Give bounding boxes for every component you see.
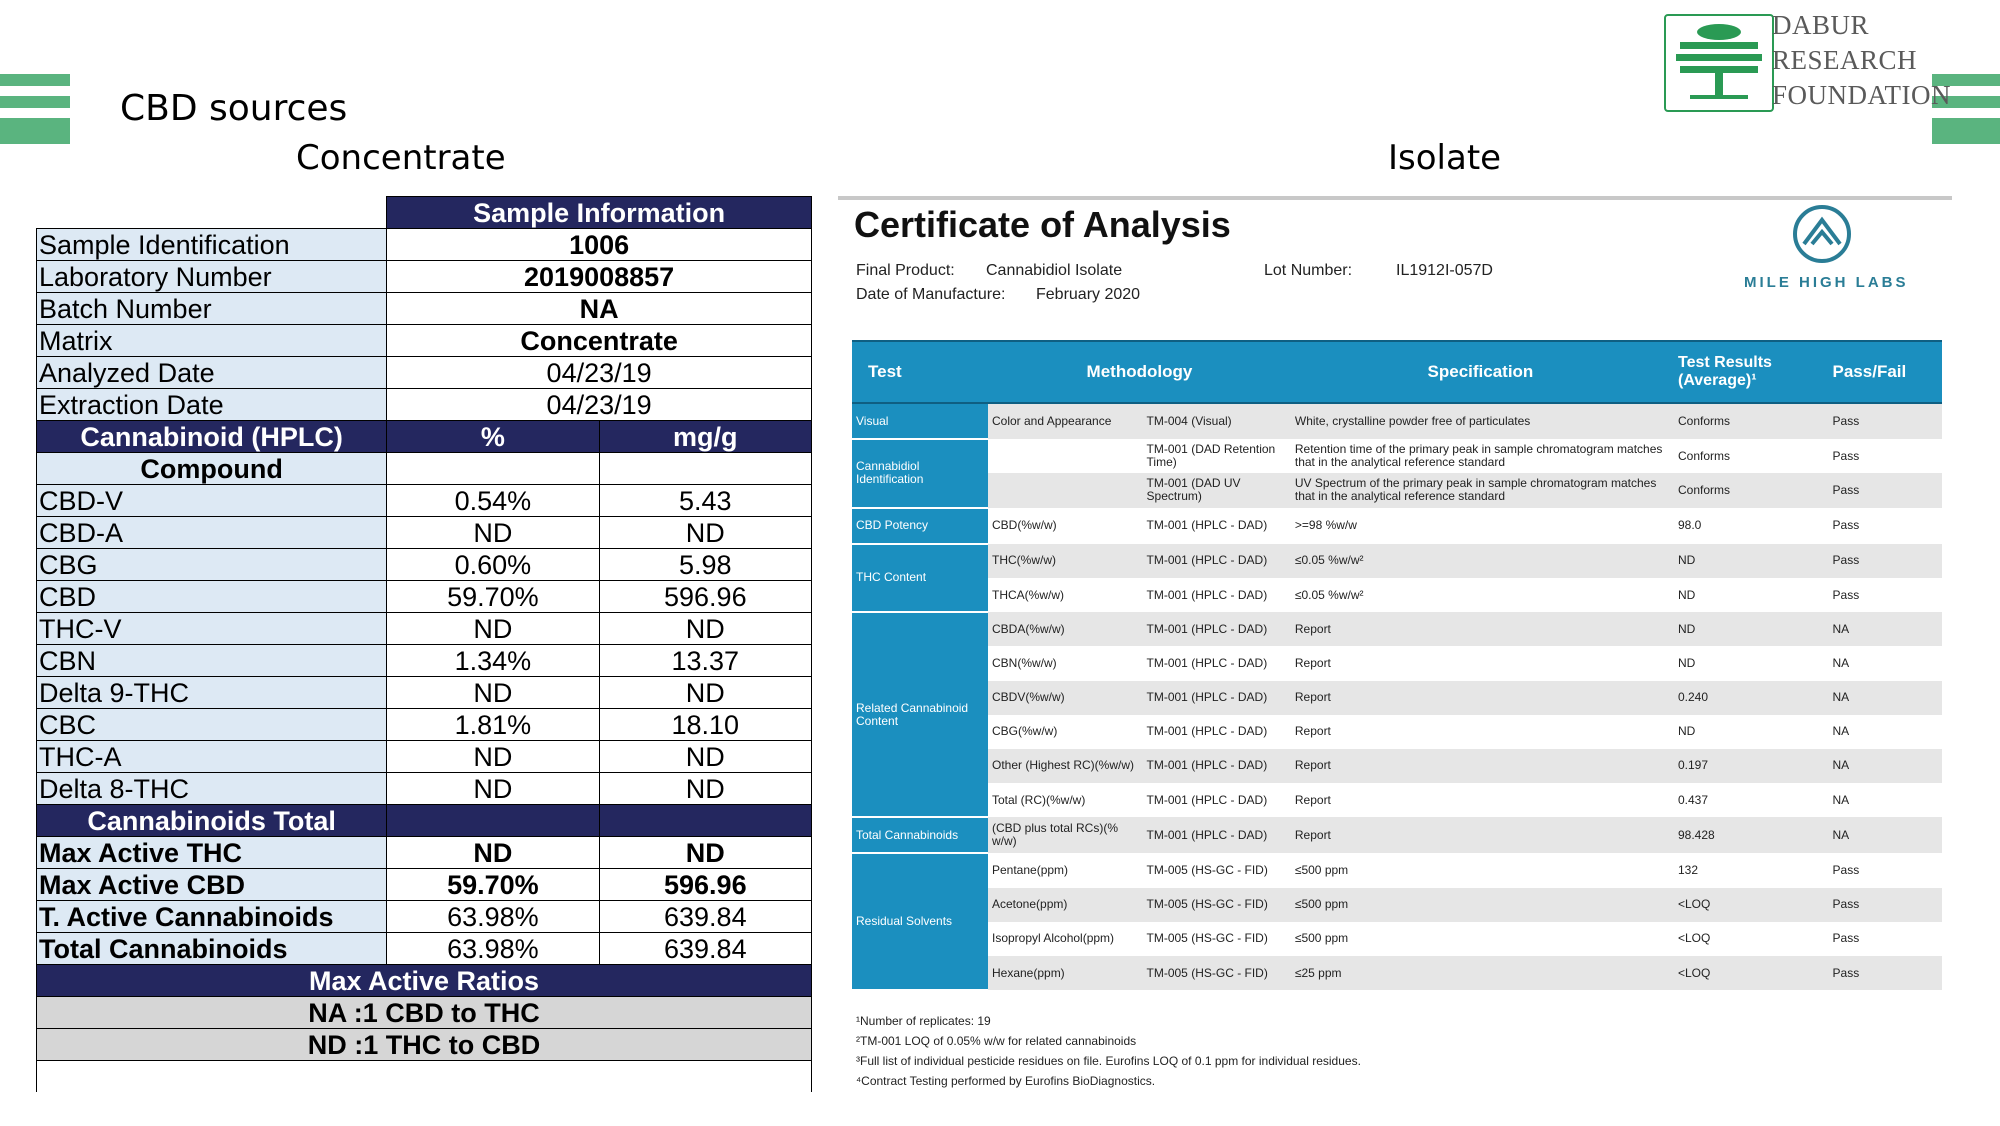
sample-info-row [37,325,812,357]
sample-info-row [37,293,812,325]
sample-info-row [37,357,812,389]
compound-percent: 1.34% [387,645,599,677]
dabur-logo [1664,14,1774,112]
pass-fail: NA [1832,655,1850,670]
percent-column-header: % [387,421,599,453]
compound-mg-per-g: ND [599,773,811,805]
test-category: Visual [852,403,988,439]
coa-row [852,473,1942,507]
test-result: 98.0 [1677,518,1702,533]
ratio-row [37,1029,812,1061]
pass-fail: Pass [1825,473,1942,507]
compound-row [37,517,812,549]
method-code: TM-001 (HPLC - DAD) [1143,544,1291,578]
cannabinoid-header-row [37,421,812,453]
brand-line-1: DABUR [1772,10,1870,40]
pass-fail: Pass [1832,863,1860,878]
compound-percent: 0.54% [387,485,599,517]
test-result: Conforms [1670,473,1825,507]
compound-row [37,709,812,741]
method-code: TM-001 (HPLC - DAD) [1143,612,1291,646]
compound-mg-per-g: 5.43 [599,485,811,517]
sample-info-header-row [37,197,812,229]
compound-mg-per-g: ND [599,741,811,773]
test-result: <LOQ [1677,931,1711,946]
method-code: TM-001 (HPLC - DAD) [1146,655,1268,670]
method-analyte: THC(%w/w) [988,544,1143,578]
specification: Retention time of the primary peak in sample chromatogram matches that in the analytical reference standard [1294,442,1663,470]
lot-number-label: Lot Number: [1264,262,1353,279]
sample-info-header: Sample Information [387,197,812,229]
info-value: NA [387,293,812,325]
compound-mg-per-g: ND [599,517,811,549]
footnote: ²TM-001 LOQ of 0.05% w/w for related cannabinoids [856,1034,1137,1048]
total-percent: 63.98% [387,901,599,933]
pass-fail: NA [1825,749,1942,783]
compound-percent: ND [387,613,599,645]
left-accent-bar-1 [0,74,70,86]
test-result: <LOQ [1670,888,1825,922]
info-label: Batch Number [37,293,387,325]
method-code: TM-001 (HPLC - DAD) [1143,817,1291,853]
right-accent-bar-3 [1932,118,2000,144]
manufacture-date-value: February 2020 [1036,286,1141,303]
isolate-heading: Isolate [1388,138,1502,178]
pass-fail: Pass [1825,888,1942,922]
method-code: TM-005 (HS-GC - FID) [1143,888,1291,922]
compound-percent: 1.81% [387,709,599,741]
method-code: TM-005 (HS-GC - FID) [1143,956,1291,990]
compound-name: CBG [37,549,387,581]
test-result: ND [1677,587,1696,602]
compound-row [37,741,812,773]
info-label: Analyzed Date [37,357,387,389]
specification: ≤500 ppm [1294,863,1349,878]
compound-percent: 0.60% [387,549,599,581]
specification: Report [1294,724,1331,739]
manufacture-date-label: Date of Manufacture: [856,286,1006,303]
method-code: TM-005 (HS-GC - FID) [1146,863,1268,878]
concentrate-table [36,196,812,1092]
test-result: 0.197 [1670,749,1825,783]
info-label: Matrix [37,325,387,357]
coa-row [852,544,1942,578]
method-code: TM-005 (HS-GC - FID) [1146,931,1268,946]
footnote: ¹Number of replicates: 19 [856,1014,991,1028]
empty-cell [599,453,811,485]
coa-row [852,888,1942,922]
method-analyte [988,473,1143,507]
compound-percent: ND [387,741,599,773]
dabur-wordmark [1772,8,1951,113]
compound-name: Delta 8-THC [37,773,387,805]
info-label: Laboratory Number [37,261,387,293]
method-analyte: CBDV(%w/w) [988,681,1143,715]
total-name: Max Active THC [37,837,387,869]
coa-top-rule [838,196,1952,200]
coa-row [852,922,1942,956]
method-code: TM-001 (DAD Retention Time) [1146,442,1276,470]
totals-row [37,901,812,933]
brand-line-3: FOUNDATION [1772,80,1951,110]
method-analyte: Other (Highest RC)(%w/w) [988,749,1143,783]
specification: ≤25 ppm [1291,956,1670,990]
compound-name: CBD [37,581,387,613]
compound-row [37,677,812,709]
footnote: ⁴Contract Testing performed by Eurofins BioDiagnostics. [856,1074,1156,1088]
compound-percent: ND [387,773,599,805]
total-mg-per-g: ND [599,837,811,869]
method-code: TM-001 (HPLC - DAD) [1146,518,1268,533]
slide-title: CBD sources [120,88,348,129]
pass-fail: Pass [1832,587,1860,602]
cannabinoid-header-label: Cannabinoid (HPLC) [37,421,387,453]
specification: Report [1291,749,1670,783]
specification: ≤0.05 %w/w² [1291,544,1670,578]
test-category: THC Content [852,544,988,612]
method-analyte [988,439,1143,473]
method-code: TM-001 (HPLC - DAD) [1143,749,1291,783]
totals-header-blank [387,805,599,837]
compound-row [37,485,812,517]
compound-mg-per-g: 5.98 [599,549,811,581]
specification: UV Spectrum of the primary peak in sample chromatogram matches that in the analytical reference standard [1291,473,1670,507]
specification: ≤500 ppm [1294,931,1349,946]
test-category: Related Cannabinoid Content [852,612,988,817]
pass-fail: NA [1825,681,1942,715]
info-value: 2019008857 [387,261,812,293]
compound-row [37,773,812,805]
coa-row [852,681,1942,715]
pass-fail: NA [1832,724,1850,739]
coa-row [852,715,1942,749]
sample-info-row [37,229,812,261]
specification: Report [1291,612,1670,646]
test-result: Conforms [1670,403,1825,439]
method-analyte: Total (RC)(%w/w) [991,792,1086,807]
compound-row [37,613,812,645]
test-result: Conforms [1677,448,1730,463]
test-result: <LOQ [1670,956,1825,990]
final-product-value: Cannabidiol Isolate [986,262,1123,279]
coa-row [852,749,1942,783]
specification: Report [1294,792,1331,807]
method-analyte: Hexane(ppm) [988,956,1143,990]
pass-fail: Pass [1832,518,1860,533]
coa-row [852,817,1942,853]
compound-column-label: Compound [37,453,387,485]
compound-name: Delta 9-THC [37,677,387,709]
compound-name: CBC [37,709,387,741]
mile-high-labs-wordmark: MILE HIGH LABS [1744,274,1909,291]
compound-name: THC-V [37,613,387,645]
compound-percent: 59.70% [387,581,599,613]
total-name: Max Active CBD [37,869,387,901]
method-analyte: Color and Appearance [988,403,1143,439]
method-analyte: CBDA(%w/w) [988,612,1143,646]
totals-row [37,933,812,965]
test-result: ND [1670,544,1825,578]
method-code: TM-001 (DAD UV Spectrum) [1143,473,1291,507]
ratio-value: NA :1 CBD to THC [37,997,812,1029]
totals-header-blank [599,805,811,837]
specification: White, crystalline powder free of particulates [1291,403,1670,439]
empty-cell [387,453,599,485]
total-percent: 63.98% [387,933,599,965]
pass-fail: Pass [1825,403,1942,439]
final-product-label: Final Product: [856,262,955,279]
compound-mg-per-g: ND [599,613,811,645]
total-name: T. Active Cannabinoids [37,901,387,933]
method-code: TM-001 (HPLC - DAD) [1146,792,1268,807]
totals-header: Cannabinoids Total [37,805,387,837]
info-value: 1006 [387,229,812,261]
compound-mg-per-g: ND [599,677,811,709]
test-category: Total Cannabinoids [852,817,988,853]
compound-percent: ND [387,677,599,709]
coa-row [852,612,1942,646]
pass-fail: NA [1832,792,1850,807]
method-code: TM-004 (Visual) [1143,403,1291,439]
total-mg-per-g: 639.84 [599,901,811,933]
test-result: 0.437 [1677,792,1709,807]
compound-name: CBD-A [37,517,387,549]
compound-row [37,645,812,677]
coa-header-row [852,341,1942,403]
col-methodology-header: Methodology [988,341,1291,403]
specification: Report [1291,817,1670,853]
coa-row [852,508,1942,544]
method-code: TM-001 (HPLC - DAD) [1143,681,1291,715]
sample-info-row [37,261,812,293]
coa-row [852,646,1942,680]
method-analyte: THCA(%w/w) [991,587,1064,602]
empty-cell [37,1061,812,1093]
col-specification-header: Specification [1291,341,1670,403]
method-analyte: Acetone(ppm) [988,888,1143,922]
test-result: 132 [1677,863,1699,878]
method-code: TM-001 (HPLC - DAD) [1146,724,1268,739]
method-analyte: (CBD plus total RCs)(% w/w) [988,817,1143,853]
method-analyte: CBN(%w/w) [991,655,1057,670]
total-percent: 59.70% [387,869,599,901]
total-mg-per-g: 596.96 [599,869,811,901]
compound-name: CBD-V [37,485,387,517]
left-accent-bar-3 [0,118,70,144]
compound-mg-per-g: 13.37 [599,645,811,677]
coa-row [852,403,1942,439]
coa-row [852,439,1942,473]
totals-row [37,837,812,869]
col-passfail-header: Pass/Fail [1825,341,1942,403]
coa-row [852,853,1942,887]
footnote: ³Full list of individual pesticide residues on file. Eurofins LOQ of 0.1 ppm for individual residues. [856,1054,1361,1068]
compound-mg-per-g: 18.10 [599,709,811,741]
specification: Report [1291,681,1670,715]
compound-row [37,581,812,613]
compound-name: THC-A [37,741,387,773]
test-category: CBD Potency [852,508,988,544]
ratios-header: Max Active Ratios [37,965,812,997]
coa-title: Certificate of Analysis [854,204,1231,245]
pass-fail: Pass [1825,956,1942,990]
compound-mg-per-g: 596.96 [599,581,811,613]
total-name: Total Cannabinoids [37,933,387,965]
pass-fail: NA [1825,612,1942,646]
pass-fail: Pass [1832,931,1860,946]
coa-row [852,578,1942,612]
test-category: Cannabidiol Identification [852,439,988,507]
specification: Report [1294,655,1331,670]
pass-fail: NA [1825,817,1942,853]
compound-name: CBN [37,645,387,677]
sample-info-row [37,389,812,421]
test-result: ND [1677,655,1696,670]
left-accent-bar-2 [0,96,70,108]
info-label: Sample Identification [37,229,387,261]
coa-row [852,783,1942,817]
tree-icon [1666,16,1772,110]
table-bottom-row [37,1061,812,1093]
info-label: Extraction Date [37,389,387,421]
brand-line-2: RESEARCH [1772,45,1918,75]
totals-header-row [37,805,812,837]
method-code: TM-001 (HPLC - DAD) [1146,587,1268,602]
mg-per-g-column-header: mg/g [599,421,811,453]
total-mg-per-g: 639.84 [599,933,811,965]
pass-fail: Pass [1825,544,1942,578]
specification: ≤0.05 %w/w² [1294,587,1364,602]
info-value: Concentrate [387,325,812,357]
coa-row [852,956,1942,990]
info-value: 04/23/19 [387,389,812,421]
method-analyte: Pentane(ppm) [991,863,1069,878]
test-result: ND [1670,612,1825,646]
concentrate-heading: Concentrate [296,138,506,178]
ratio-row [37,997,812,1029]
col-test-header: Test [852,341,988,403]
col-results-header: Test Results (Average)¹ [1670,341,1825,403]
test-category: Residual Solvents [852,853,988,990]
specification: ≤500 ppm [1291,888,1670,922]
test-result: 0.240 [1670,681,1825,715]
pass-fail: Pass [1832,448,1860,463]
total-percent: ND [387,837,599,869]
compound-row [37,549,812,581]
method-analyte: CBD(%w/w) [991,518,1057,533]
ratio-value: ND :1 THC to CBD [37,1029,812,1061]
ratios-header-row [37,965,812,997]
lot-number-value: IL1912I-057D [1396,262,1493,279]
compound-percent: ND [387,517,599,549]
compound-label-row [37,453,812,485]
method-analyte: Isopropyl Alcohol(ppm) [991,931,1115,946]
totals-row [37,869,812,901]
test-result: 98.428 [1670,817,1825,853]
coa-results-table [852,340,1942,991]
specification: >=98 %w/w [1294,518,1357,533]
mile-high-labs-icon [1790,202,1854,266]
method-analyte: CBG(%w/w) [991,724,1058,739]
info-value: 04/23/19 [387,357,812,389]
test-result: ND [1677,724,1696,739]
